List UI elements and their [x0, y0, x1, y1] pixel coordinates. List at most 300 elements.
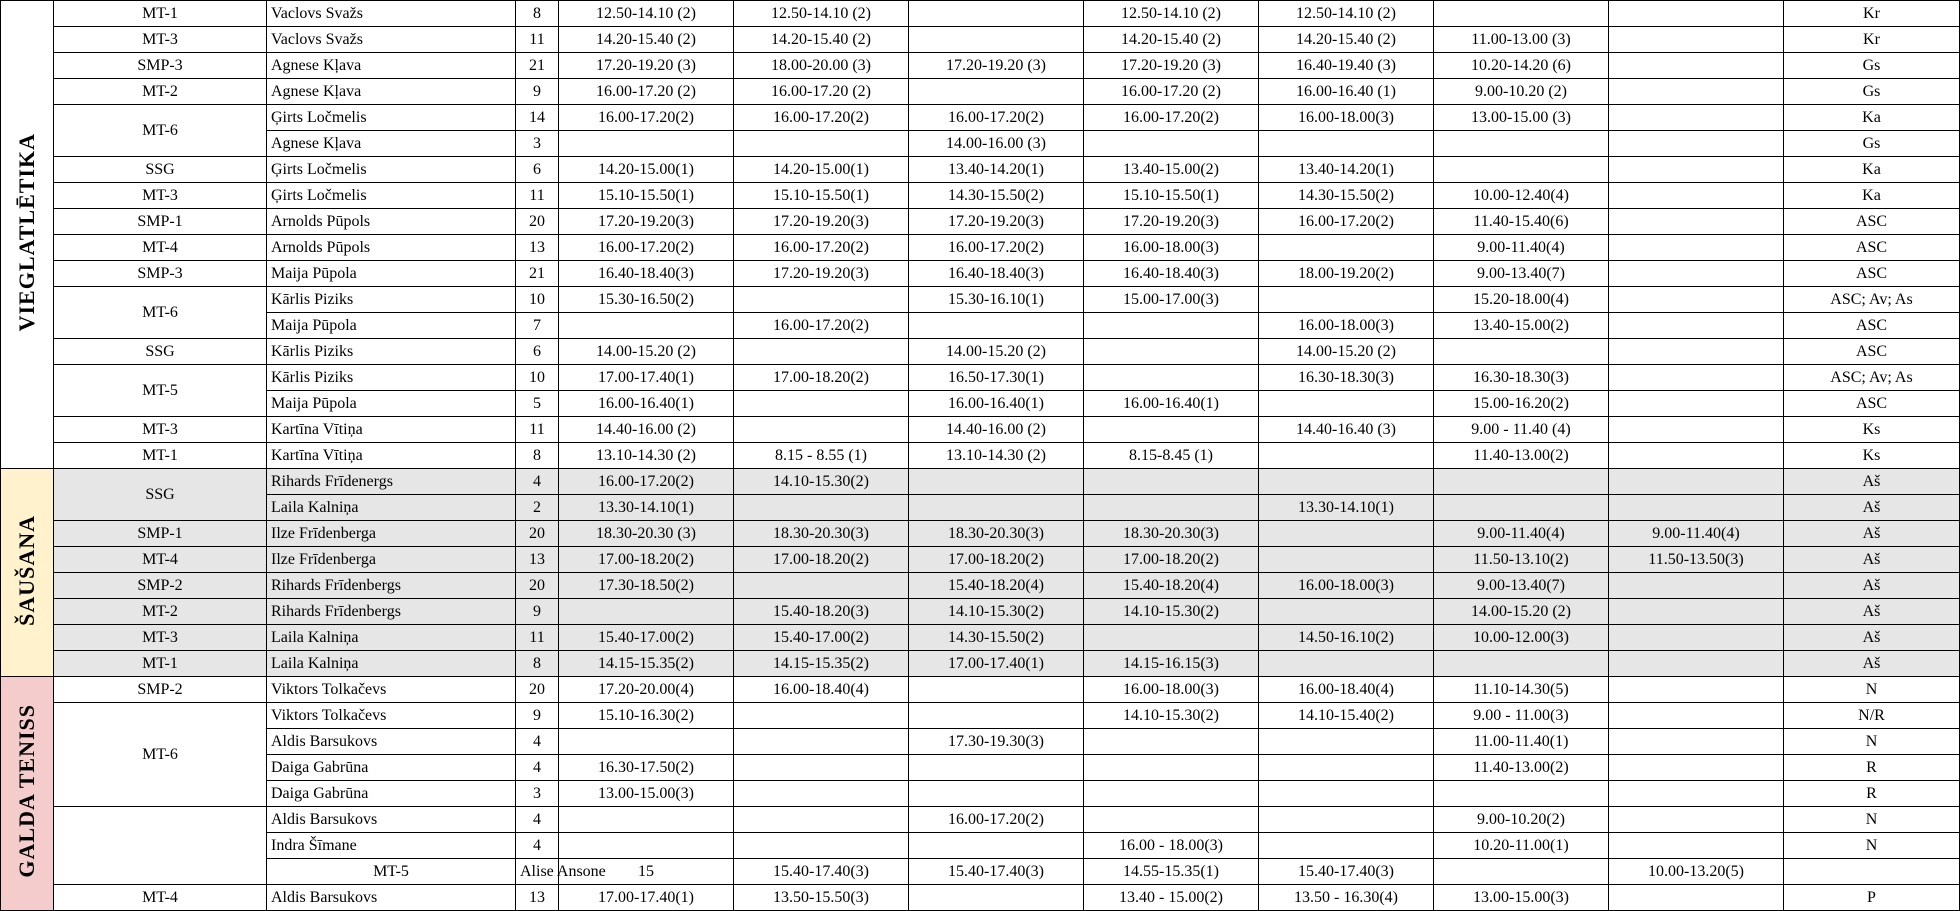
table-row	[1, 157, 1960, 183]
participants-count: 3	[516, 131, 559, 157]
wednesday-time: 14.00-16.00 (3)	[909, 131, 1084, 157]
saturday-time: 16.30-18.30(3)	[1434, 365, 1609, 391]
participants-count: 13	[516, 885, 559, 911]
monday-time: 14.20-15.40 (2)	[559, 27, 734, 53]
tuesday-time: 14.20-15.40 (2)	[734, 27, 909, 53]
sunday-time	[1609, 261, 1784, 287]
friday-time	[1259, 443, 1434, 469]
participants-count: 8	[516, 1, 559, 27]
coach-name: Kārlis Piziks	[267, 287, 516, 313]
monday-time: 17.20-20.00(4)	[559, 677, 734, 703]
table-row	[1, 53, 1960, 79]
participants-count: 10	[516, 365, 559, 391]
group-code: MT-3	[54, 625, 267, 651]
coach-name: Ģirts Ločmelis	[267, 105, 516, 131]
sport-name: GALDA TENISS	[14, 704, 39, 878]
sport-label	[1, 677, 54, 911]
thursday-time: 15.10-15.50(1)	[1084, 183, 1259, 209]
group-code: MT-4	[54, 885, 267, 911]
table-row	[1, 79, 1960, 105]
thursday-time: 14.20-15.40 (2)	[1084, 27, 1259, 53]
sunday-time: 9.00-11.40(4)	[1609, 521, 1784, 547]
thursday-time: 14.10-15.30(2)	[1084, 703, 1259, 729]
friday-time	[1259, 781, 1434, 807]
group-code: MT-4	[54, 547, 267, 573]
thursday-time: 17.20-19.20(3)	[1084, 209, 1259, 235]
thursday-time: 12.50-14.10 (2)	[1084, 1, 1259, 27]
table-row	[1, 391, 1960, 417]
wednesday-time	[909, 79, 1084, 105]
wednesday-time: 16.00-17.20(2)	[909, 105, 1084, 131]
monday-time: 13.00-15.00(3)	[559, 781, 734, 807]
tuesday-time	[734, 339, 909, 365]
venue-code: N/R	[1784, 703, 1960, 729]
coach-name: Daiga Gabrūna	[267, 755, 516, 781]
wednesday-time: 14.10-15.30(2)	[909, 599, 1084, 625]
friday-time	[1259, 807, 1434, 833]
monday-time: 13.30-14.10(1)	[559, 495, 734, 521]
table-row	[1, 469, 1960, 495]
sunday-time	[1609, 235, 1784, 261]
saturday-time: 10.00-12.40(4)	[1434, 183, 1609, 209]
sunday-time	[1609, 209, 1784, 235]
thursday-time	[1084, 365, 1259, 391]
coach-name: Laila Kalniņa	[267, 495, 516, 521]
sport-label	[1, 469, 54, 677]
monday-time: 16.00-17.20(2)	[559, 105, 734, 131]
friday-time: 14.10-15.40(2)	[1259, 703, 1434, 729]
wednesday-time	[909, 27, 1084, 53]
participants-count: 20	[516, 677, 559, 703]
participants-count: 4	[516, 469, 559, 495]
venue-code: N	[1784, 833, 1960, 859]
monday-time: 17.20-19.20(3)	[559, 209, 734, 235]
wednesday-time: 18.30-20.30(3)	[909, 521, 1084, 547]
thursday-time: 16.00-17.20 (2)	[1084, 79, 1259, 105]
friday-time: 16.00-18.00(3)	[1259, 105, 1434, 131]
sunday-time	[1609, 365, 1784, 391]
wednesday-time: 17.00-18.20(2)	[909, 547, 1084, 573]
tuesday-time: 15.40-17.40(3)	[909, 859, 1084, 885]
coach-name: Kārlis Piziks	[267, 365, 516, 391]
participants-count: 21	[516, 261, 559, 287]
wednesday-time: 15.30-16.10(1)	[909, 287, 1084, 313]
venue-code: N	[1784, 807, 1960, 833]
wednesday-time: 14.30-15.50(2)	[909, 625, 1084, 651]
group-code	[54, 807, 267, 885]
venue-code: N	[1784, 677, 1960, 703]
thursday-time	[1084, 625, 1259, 651]
group-code: SMP-1	[54, 209, 267, 235]
group-code: MT-6	[54, 703, 267, 807]
table-row	[1, 339, 1960, 365]
monday-time	[559, 131, 734, 157]
participants-count: 6	[516, 157, 559, 183]
monday-time: 14.20-15.00(1)	[559, 157, 734, 183]
monday-time	[559, 807, 734, 833]
group-code: MT-3	[54, 183, 267, 209]
thursday-time	[1084, 495, 1259, 521]
monday-time: 17.00-17.40(1)	[559, 885, 734, 911]
thursday-time	[1084, 781, 1259, 807]
thursday-time	[1084, 417, 1259, 443]
saturday-time	[1434, 339, 1609, 365]
wednesday-time	[909, 885, 1084, 911]
thursday-time: 16.00-17.20(2)	[1084, 105, 1259, 131]
wednesday-time: 14.00-15.20 (2)	[909, 339, 1084, 365]
wednesday-time	[909, 755, 1084, 781]
table-row	[1, 417, 1960, 443]
tuesday-time: 16.00-18.40(4)	[734, 677, 909, 703]
friday-time: 16.00-18.40(4)	[1259, 677, 1434, 703]
tuesday-time: 17.20-19.20(3)	[734, 209, 909, 235]
saturday-time: 9.00-10.20(2)	[1434, 807, 1609, 833]
group-code: MT-1	[54, 1, 267, 27]
venue-code: Ka	[1784, 105, 1960, 131]
group-code: SMP-1	[54, 521, 267, 547]
participants-count: 4	[516, 833, 559, 859]
participants-count: 4	[516, 807, 559, 833]
group-code: MT-2	[54, 79, 267, 105]
participants-count: 11	[516, 417, 559, 443]
venue-code: ASC; Av; As	[1784, 287, 1960, 313]
participants-count: 10	[516, 287, 559, 313]
friday-time	[1259, 599, 1434, 625]
participants-count: 15	[559, 859, 734, 885]
group-code: MT-4	[54, 235, 267, 261]
thursday-time: 16.00-18.00(3)	[1084, 235, 1259, 261]
venue-code: P	[1784, 885, 1960, 911]
thursday-time	[1084, 807, 1259, 833]
friday-time: 14.20-15.40 (2)	[1259, 27, 1434, 53]
venue-code: ASC	[1784, 313, 1960, 339]
tuesday-time: 8.15 - 8.55 (1)	[734, 443, 909, 469]
monday-time: 14.15-15.35(2)	[559, 651, 734, 677]
saturday-time	[1434, 157, 1609, 183]
friday-time	[1259, 729, 1434, 755]
monday-time: 16.00-17.20(2)	[559, 235, 734, 261]
participants-count: 9	[516, 703, 559, 729]
sunday-time	[1609, 417, 1784, 443]
group-code: SMP-2	[54, 573, 267, 599]
sunday-time	[1609, 79, 1784, 105]
sport-name: VIEGLATLĒTIKA	[14, 132, 39, 332]
table-row	[1, 885, 1960, 911]
venue-code: ASC	[1784, 261, 1960, 287]
sunday-time	[1609, 1, 1784, 27]
wednesday-time: 17.20-19.20 (3)	[909, 53, 1084, 79]
participants-count: 5	[516, 391, 559, 417]
coach-name: Agnese Kļava	[267, 131, 516, 157]
sunday-time	[1609, 781, 1784, 807]
table-row	[1, 27, 1960, 53]
thursday-time	[1084, 131, 1259, 157]
venue-code: ASC	[1784, 235, 1960, 261]
participants-count: 13	[516, 547, 559, 573]
thursday-time	[1084, 313, 1259, 339]
wednesday-time: 15.40-18.20(4)	[909, 573, 1084, 599]
saturday-time: 9.00-10.20 (2)	[1434, 79, 1609, 105]
table-row	[1, 287, 1960, 313]
sport-name: ŠAUŠANA	[14, 514, 39, 626]
tuesday-time	[734, 131, 909, 157]
participants-count: 9	[516, 599, 559, 625]
friday-time	[1259, 391, 1434, 417]
saturday-time: 10.20-14.20 (6)	[1434, 53, 1609, 79]
table-row	[1, 443, 1960, 469]
saturday-time	[1434, 495, 1609, 521]
group-code: SMP-3	[54, 261, 267, 287]
coach-name: Viktors Tolkačevs	[267, 677, 516, 703]
saturday-time: 9.00-13.40(7)	[1434, 573, 1609, 599]
friday-time: 14.00-15.20 (2)	[1259, 339, 1434, 365]
thursday-time: 15.40-17.40(3)	[1259, 859, 1434, 885]
thursday-time: 13.40 - 15.00(2)	[1084, 885, 1259, 911]
table-row	[1, 521, 1960, 547]
saturday-time: 10.20-11.00(1)	[1434, 833, 1609, 859]
tuesday-time	[734, 755, 909, 781]
participants-count: 3	[516, 781, 559, 807]
saturday-time	[1434, 131, 1609, 157]
sunday-time	[1609, 755, 1784, 781]
tuesday-time: 14.10-15.30(2)	[734, 469, 909, 495]
thursday-time: 16.00 - 18.00(3)	[1084, 833, 1259, 859]
coach-name: Laila Kalniņa	[267, 651, 516, 677]
thursday-time: 16.00-16.40(1)	[1084, 391, 1259, 417]
coach-name: Arnolds Pūpols	[267, 209, 516, 235]
coach-name: Rihards Frīdenergs	[267, 469, 516, 495]
participants-count: 6	[516, 339, 559, 365]
monday-time: 15.10-15.50(1)	[559, 183, 734, 209]
monday-time	[559, 833, 734, 859]
sunday-time	[1609, 131, 1784, 157]
thursday-time	[1084, 469, 1259, 495]
sunday-time	[1609, 443, 1784, 469]
sunday-time	[1609, 807, 1784, 833]
monday-time	[559, 729, 734, 755]
saturday-time	[1434, 1, 1609, 27]
coach-name: Rihards Frīdenbergs	[267, 599, 516, 625]
group-code: SMP-3	[54, 53, 267, 79]
thursday-time: 17.00-18.20(2)	[1084, 547, 1259, 573]
friday-time: 16.00-18.00(3)	[1259, 313, 1434, 339]
venue-code: Aš	[1784, 469, 1960, 495]
saturday-time	[1434, 469, 1609, 495]
venue-code: Aš	[1784, 625, 1960, 651]
wednesday-time: 16.00-17.20(2)	[909, 235, 1084, 261]
friday-time	[1259, 469, 1434, 495]
coach-name: Vaclovs Svažs	[267, 27, 516, 53]
sunday-time	[1609, 833, 1784, 859]
table-row	[1, 677, 1960, 703]
coach-name: Maija Pūpola	[267, 313, 516, 339]
tuesday-time	[734, 391, 909, 417]
friday-time	[1434, 859, 1609, 885]
saturday-time: 11.10-14.30(5)	[1434, 677, 1609, 703]
group-code: SSG	[54, 157, 267, 183]
monday-time: 14.00-15.20 (2)	[559, 339, 734, 365]
monday-time: 17.00-18.20(2)	[559, 547, 734, 573]
monday-time: 18.30-20.30 (3)	[559, 521, 734, 547]
tuesday-time	[734, 729, 909, 755]
coach-name: Viktors Tolkačevs	[267, 703, 516, 729]
sunday-time	[1609, 495, 1784, 521]
thursday-time	[1084, 339, 1259, 365]
group-code: MT-6	[54, 287, 267, 339]
wednesday-time: 17.20-19.20(3)	[909, 209, 1084, 235]
venue-code: Gs	[1784, 131, 1960, 157]
tuesday-time: 12.50-14.10 (2)	[734, 1, 909, 27]
coach-name: Ilze Frīdenberga	[267, 521, 516, 547]
coach-name: Maija Pūpola	[267, 391, 516, 417]
tuesday-time	[734, 573, 909, 599]
coach-name: Kārlis Piziks	[267, 339, 516, 365]
friday-time	[1259, 131, 1434, 157]
wednesday-time	[909, 495, 1084, 521]
sunday-time	[1609, 287, 1784, 313]
tuesday-time: 17.00-18.20(2)	[734, 547, 909, 573]
saturday-time: 13.40-15.00(2)	[1434, 313, 1609, 339]
participants-count: 4	[516, 729, 559, 755]
saturday-time	[1434, 651, 1609, 677]
group-code: SMP-2	[54, 677, 267, 703]
table-row	[1, 625, 1960, 651]
tuesday-time	[734, 703, 909, 729]
table-row	[1, 651, 1960, 677]
sunday-time	[1609, 339, 1784, 365]
thursday-time: 14.15-16.15(3)	[1084, 651, 1259, 677]
wednesday-time: 16.00-17.20(2)	[909, 807, 1084, 833]
group-code: MT-6	[54, 105, 267, 157]
sunday-time	[1609, 885, 1784, 911]
wednesday-time: 16.00-16.40(1)	[909, 391, 1084, 417]
friday-time: 16.40-19.40 (3)	[1259, 53, 1434, 79]
participants-count: 11	[516, 27, 559, 53]
monday-time: 16.40-18.40(3)	[559, 261, 734, 287]
group-code: MT-1	[54, 443, 267, 469]
table-row	[1, 261, 1960, 287]
group-code: SSG	[54, 339, 267, 365]
saturday-time: 15.20-18.00(4)	[1434, 287, 1609, 313]
venue-code: N	[1784, 729, 1960, 755]
table-row	[1, 495, 1960, 521]
thursday-time: 14.10-15.30(2)	[1084, 599, 1259, 625]
wednesday-time	[909, 703, 1084, 729]
participants-count: 9	[516, 79, 559, 105]
tuesday-time	[734, 807, 909, 833]
wednesday-time: 17.30-19.30(3)	[909, 729, 1084, 755]
table-row	[1, 235, 1960, 261]
venue-code: ASC	[1784, 339, 1960, 365]
table-row	[1, 703, 1960, 729]
table-row	[1, 105, 1960, 131]
tuesday-time: 17.00-18.20(2)	[734, 365, 909, 391]
friday-time	[1259, 521, 1434, 547]
venue-code: Aš	[1784, 599, 1960, 625]
wednesday-time: 14.30-15.50(2)	[909, 183, 1084, 209]
wednesday-time	[909, 469, 1084, 495]
saturday-time: 9.00-11.40(4)	[1434, 521, 1609, 547]
monday-time: 13.10-14.30 (2)	[559, 443, 734, 469]
coach-name: Daiga Gabrūna	[267, 781, 516, 807]
coach-name: Agnese Kļava	[267, 79, 516, 105]
friday-time: 14.40-16.40 (3)	[1259, 417, 1434, 443]
saturday-time: 11.40-13.00(2)	[1434, 755, 1609, 781]
participants-count: 20	[516, 209, 559, 235]
sunday-time	[1609, 703, 1784, 729]
saturday-time	[1434, 781, 1609, 807]
sunday-time	[1609, 27, 1784, 53]
sunday-time	[1609, 599, 1784, 625]
friday-time: 14.50-16.10(2)	[1259, 625, 1434, 651]
venue-code: Aš	[1784, 495, 1960, 521]
saturday-time: 11.40-13.00(2)	[1434, 443, 1609, 469]
friday-time	[1259, 651, 1434, 677]
friday-time: 16.30-18.30(3)	[1259, 365, 1434, 391]
wednesday-time: 16.40-18.40(3)	[909, 261, 1084, 287]
monday-time: 17.30-18.50(2)	[559, 573, 734, 599]
table-row	[1, 209, 1960, 235]
venue-code: Aš	[1784, 547, 1960, 573]
table-row	[1, 859, 1960, 885]
monday-time: 17.20-19.20 (3)	[559, 53, 734, 79]
venue-code: Ks	[1784, 417, 1960, 443]
saturday-time: 10.00-12.00(3)	[1434, 625, 1609, 651]
wednesday-time: 17.00-17.40(1)	[909, 651, 1084, 677]
coach-name: Maija Pūpola	[267, 261, 516, 287]
tuesday-time: 15.40-18.20(3)	[734, 599, 909, 625]
thursday-time	[1084, 755, 1259, 781]
saturday-time: 11.40-15.40(6)	[1434, 209, 1609, 235]
participants-count: 8	[516, 651, 559, 677]
table-row	[1, 1, 1960, 27]
table-row	[1, 573, 1960, 599]
participants-count: 13	[516, 235, 559, 261]
thursday-time	[1084, 729, 1259, 755]
saturday-time: 9.00 - 11.00(3)	[1434, 703, 1609, 729]
sunday-time	[1609, 573, 1784, 599]
saturday-time: 15.00-16.20(2)	[1434, 391, 1609, 417]
venue-code: Ka	[1784, 183, 1960, 209]
participants-count: 20	[516, 573, 559, 599]
sunday-time	[1609, 391, 1784, 417]
friday-time	[1259, 235, 1434, 261]
saturday-time: 14.00-15.20 (2)	[1434, 599, 1609, 625]
venue-code: Aš	[1784, 651, 1960, 677]
table-row	[1, 833, 1960, 859]
saturday-time: 11.00-11.40(1)	[1434, 729, 1609, 755]
participants-count: 21	[516, 53, 559, 79]
participants-count: 20	[516, 521, 559, 547]
table-row	[1, 365, 1960, 391]
monday-time: 16.30-17.50(2)	[559, 755, 734, 781]
wednesday-time	[909, 677, 1084, 703]
saturday-time: 9.00 - 11.40 (4)	[1434, 417, 1609, 443]
coach-name: Aldis Barsukovs	[267, 729, 516, 755]
tuesday-time: 13.50-15.50(3)	[734, 885, 909, 911]
sunday-time	[1609, 183, 1784, 209]
coach-name: Agnese Kļava	[267, 53, 516, 79]
tuesday-time	[734, 495, 909, 521]
group-code: MT-5	[54, 365, 267, 417]
monday-time: 14.40-16.00 (2)	[559, 417, 734, 443]
tuesday-time: 16.00-17.20(2)	[734, 313, 909, 339]
venue-code: Ka	[1784, 157, 1960, 183]
sunday-time	[1609, 677, 1784, 703]
monday-time: 16.00-17.20 (2)	[559, 79, 734, 105]
monday-time: 15.40-17.40(3)	[734, 859, 909, 885]
coach-name: Indra Šīmane	[267, 833, 516, 859]
